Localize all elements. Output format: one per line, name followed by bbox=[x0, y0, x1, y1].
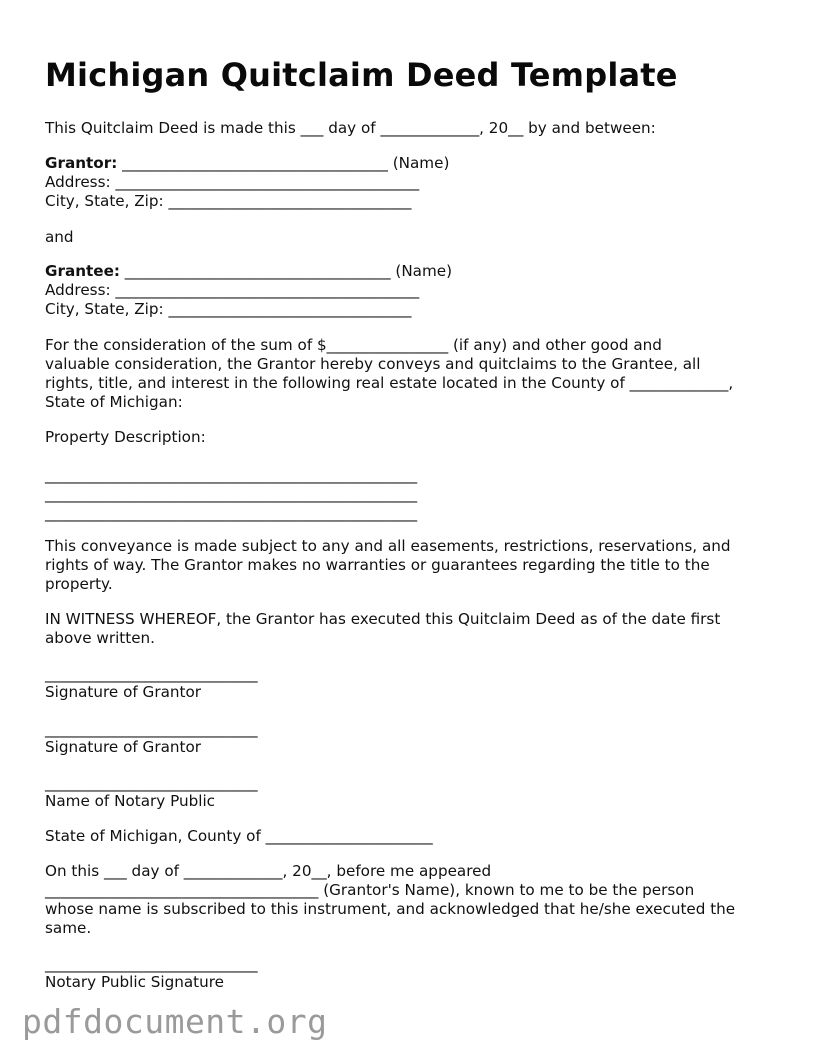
acknowledgment-line: same. bbox=[45, 919, 92, 937]
watermark: pdfdocument.org bbox=[22, 1002, 328, 1041]
grantor-address-line: Address: ________________________________________ bbox=[45, 173, 420, 191]
grantee-city-line: City, State, Zip: ________________________________ bbox=[45, 300, 412, 318]
property-line: _________________________________________________ bbox=[45, 466, 418, 484]
grantor-signature-label-2: Signature of Grantor bbox=[45, 738, 201, 756]
property-line: _________________________________________________ bbox=[45, 485, 418, 503]
consideration-paragraph bbox=[45, 336, 780, 412]
and-text: and bbox=[45, 228, 74, 246]
witness-line: IN WITNESS WHEREOF, the Grantor has executed this Quitclaim Deed as of the date first bbox=[45, 610, 721, 628]
grantor-name-line bbox=[45, 154, 449, 173]
grantor-label: Grantor: bbox=[45, 154, 118, 172]
grantee-address-line: Address: ________________________________________ bbox=[45, 281, 420, 299]
grantor-signature-line-1: ____________________________ bbox=[45, 665, 258, 683]
consideration-line: State of Michigan: bbox=[45, 393, 183, 411]
acknowledgment-line: whose name is subscribed to this instrument, and acknowledged that he/she executed the bbox=[45, 900, 736, 918]
notary-signature-label: Notary Public Signature bbox=[45, 973, 225, 991]
conveyance-line: property. bbox=[45, 575, 113, 593]
witness-paragraph bbox=[45, 610, 780, 648]
notary-name-label: Name of Notary Public bbox=[45, 792, 216, 810]
acknowledgment-paragraph bbox=[45, 862, 780, 938]
property-line: _________________________________________________ bbox=[45, 504, 418, 522]
consideration-line: For the consideration of the sum of $________________ (if any) and other good and bbox=[45, 336, 662, 354]
witness-line: above written. bbox=[45, 629, 155, 647]
page-title: Michigan Quitclaim Deed Template bbox=[45, 56, 678, 94]
grantor-name-field: ___________________________________ (Name) bbox=[117, 154, 450, 172]
state-county-line: State of Michigan, County of ______________________ bbox=[45, 827, 433, 845]
conveyance-line: This conveyance is made subject to any and all easements, restrictions, reservations, and bbox=[45, 537, 731, 555]
property-description-label: Property Description: bbox=[45, 428, 206, 446]
property-description-lines bbox=[45, 466, 780, 523]
consideration-line: rights, title, and interest in the following real estate located in the County of _____________, bbox=[45, 374, 734, 392]
intro-line: This Quitclaim Deed is made this ___ day of _____________, 20__ by and between: bbox=[45, 119, 656, 137]
grantor-city-line: City, State, Zip: ________________________________ bbox=[45, 192, 412, 210]
acknowledgment-line: ____________________________________ (Grantor's Name), known to me to be the person bbox=[45, 881, 695, 899]
acknowledgment-line: On this ___ day of _____________, 20__, before me appeared bbox=[45, 862, 492, 880]
notary-name-line: ____________________________ bbox=[45, 774, 258, 792]
conveyance-paragraph bbox=[45, 537, 780, 594]
grantee-name-field: ___________________________________ (Name) bbox=[119, 262, 453, 280]
grantee-label: Grantee: bbox=[45, 262, 120, 280]
conveyance-line: rights of way. The Grantor makes no warranties or guarantees regarding the title to the bbox=[45, 556, 710, 574]
grantor-signature-label-1: Signature of Grantor bbox=[45, 683, 201, 701]
grantee-name-line bbox=[45, 262, 452, 281]
notary-signature-line: ____________________________ bbox=[45, 955, 258, 973]
grantor-signature-line-2: ____________________________ bbox=[45, 720, 258, 738]
consideration-line: valuable consideration, the Grantor hereby conveys and quitclaims to the Grantee, all bbox=[45, 355, 701, 373]
